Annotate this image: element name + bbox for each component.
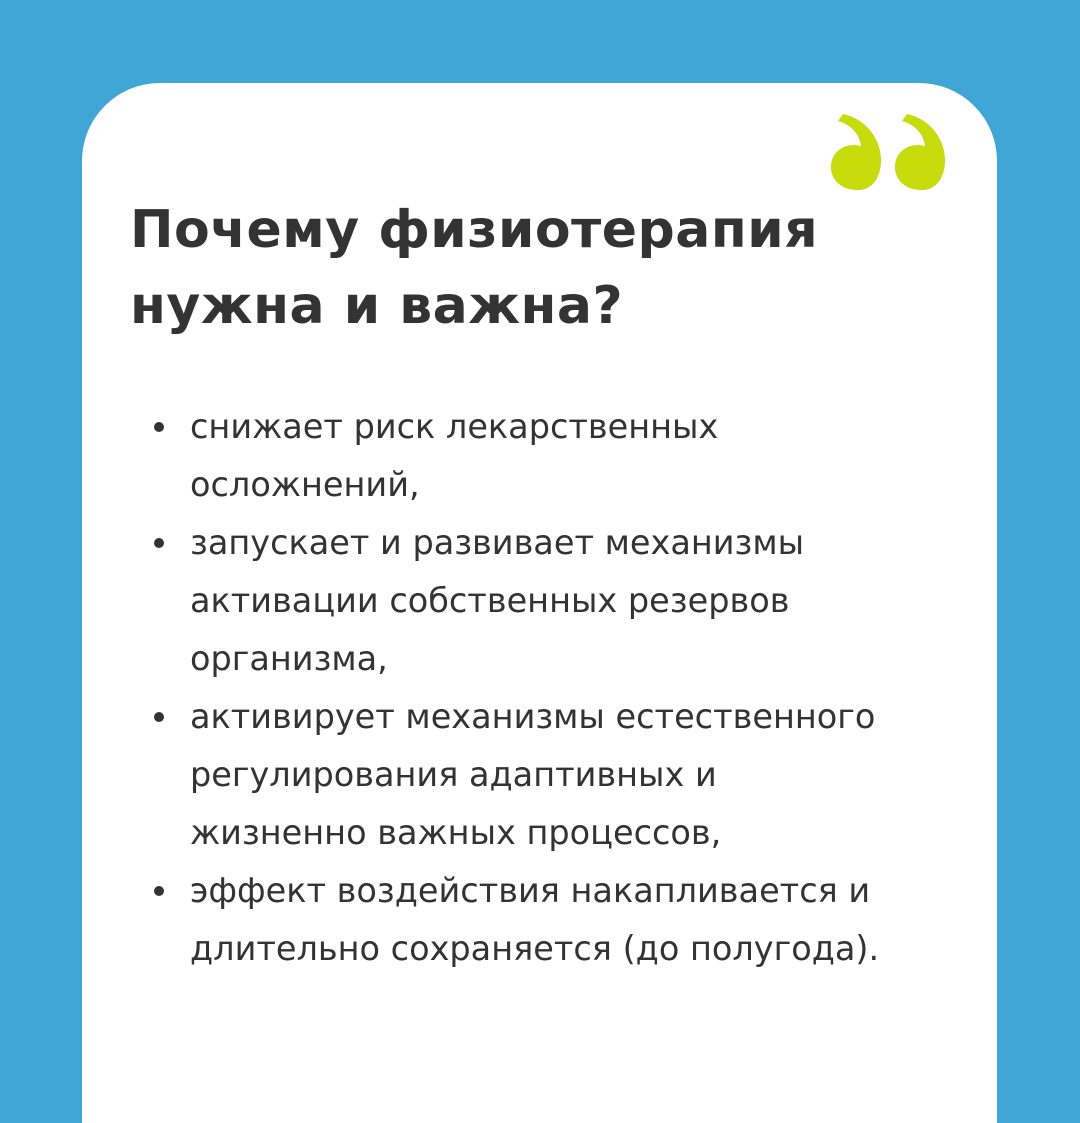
list-item-text: осложнений, <box>190 465 420 504</box>
benefits-list <box>150 398 960 978</box>
list-item <box>150 398 960 514</box>
page-title <box>130 192 950 344</box>
quotation-marks-icon <box>828 114 952 190</box>
bullet-dot-icon <box>154 538 164 548</box>
list-item-text: жизненно важных процессов, <box>190 813 722 852</box>
list-item-text: регулирования адаптивных и <box>190 755 717 794</box>
title-line-2: нужна и важна? <box>130 276 624 336</box>
list-item-text: организма, <box>190 639 388 678</box>
list-item-text: длительно сохраняется (до полугода). <box>190 929 880 968</box>
list-item <box>150 862 960 978</box>
bullet-dot-icon <box>154 422 164 432</box>
list-item-text: активирует механизмы естественного <box>190 697 876 736</box>
list-item <box>150 688 960 862</box>
list-item <box>150 514 960 688</box>
list-item-text: эффект воздействия накапливается и <box>190 871 871 910</box>
list-item-text: запускает и развивает механизмы <box>190 523 805 562</box>
bullet-dot-icon <box>154 712 164 722</box>
list-item-text: активации собственных резервов <box>190 581 790 620</box>
list-item-text: снижает риск лекарственных <box>190 407 719 446</box>
title-line-1: Почему физиотерапия <box>130 200 819 260</box>
bullet-dot-icon <box>154 886 164 896</box>
